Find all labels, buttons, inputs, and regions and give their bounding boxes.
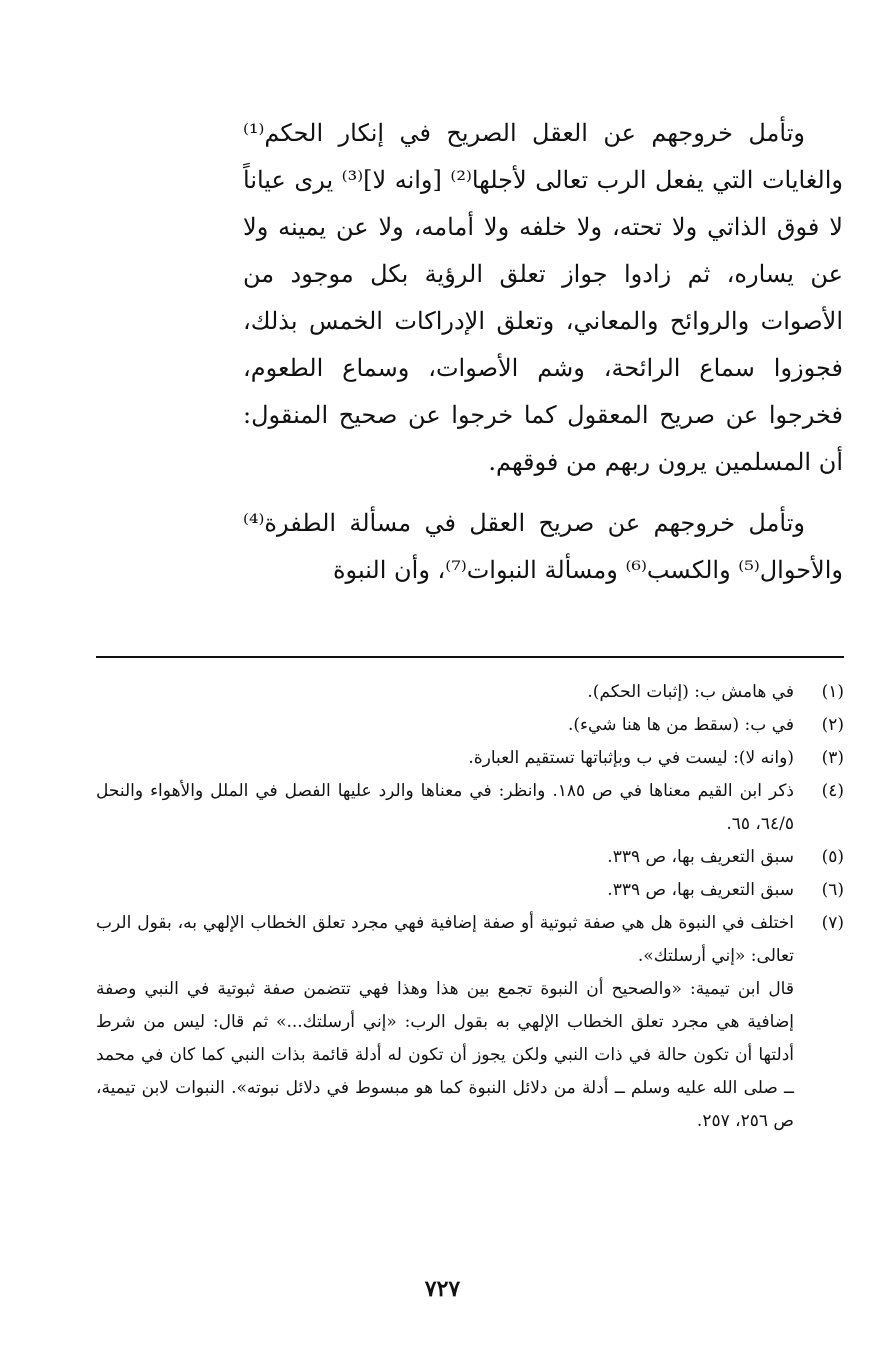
footnote-divider — [96, 656, 844, 658]
footnote-number: (٣) — [821, 748, 844, 768]
footnote-text: (وانه لا): ليست في ب وبإثباتها تستقيم العبارة. — [468, 748, 794, 768]
footnote-text: سبق التعريف بها، ص ٣٣٩. — [607, 847, 794, 867]
page-number: ٧٢٧ — [424, 1276, 461, 1302]
footnote-number: (٦) — [821, 880, 844, 900]
footnote-number: (٢) — [821, 715, 844, 735]
footnote-3 — [96, 742, 844, 775]
footnote-text: اختلف في النبوة هل هي صفة ثبوتية أو صفة إضافية فهي مجرد تعلق الخطاب الإلهي به، بقول الرب تعالى: «إني أرسلتك». — [96, 913, 794, 966]
footnote-text: في ب: (سقط من ها هنا شيء). — [568, 715, 794, 735]
footnote-4 — [96, 775, 844, 841]
footnote-6 — [96, 874, 844, 907]
footnote-text: ذكر ابن القيم معناها في ص ١٨٥. وانظر: في معناها والرد عليها الفصل في الملل والأهواء والنحل ٦٤/٥، ٦٥. — [96, 781, 795, 834]
footnote-number: (١) — [821, 682, 844, 702]
footnote-text: سبق التعريف بها، ص ٣٣٩. — [607, 880, 794, 900]
main-text — [243, 110, 843, 594]
footnote-number: (٧) — [821, 913, 844, 933]
footnote-7 — [96, 907, 844, 1138]
footnote-number: (٥) — [821, 847, 844, 867]
body-paragraph-2: وتأمل خروجهم عن صريح العقل في مسألة الطفرة⁽⁴⁾ والأحوال⁽⁵⁾ والكسب⁽⁶⁾ ومسألة النبوات⁽⁷⁾، وأن النبوة — [243, 509, 843, 584]
footnote-continuation: قال ابن تيمية: «والصحيح أن النبوة تجمع بين هذا وهذا فهي تتضمن صفة ثبوتية في النبي وصفة إضافية هي مجرد تعلق الخطاب الإلهي به بقول الرب: «إني أرسلتك...» ثم قال: ليس من شرط أدلتها أن تكون حالة في ذات النبي ولكن يجوز أن تكون له أدلة قائمة بذات النبي كما كان في محمد ــ صلى الله عليه وسلم ــ أدلة من دلائل النبوة كما هو مبسوط في دلائل نبوته». النبوات لابن تيمية، ص ٢٥٦، ٢٥٧. — [96, 979, 794, 1131]
footnote-2 — [96, 709, 844, 742]
footnotes — [96, 676, 844, 1138]
footnote-1 — [96, 676, 844, 709]
body-paragraph-1: وتأمل خروجهم عن العقل الصريح في إنكار الحكم⁽¹⁾ والغايات التي يفعل الرب تعالى لأجلها⁽²⁾ [وانه لا]⁽³⁾ يرى عياناً لا فوق الذاتي ولا تحته، ولا خلفه ولا أمامه، ولا عن يمينه ولا عن يساره، ثم زادوا جواز تعلق الرؤية بكل موجود من الأصوات والروائح والمعاني، وتعلق الإدراكات الخمس بذلك، فجوزوا سماع الرائحة، وشم الأصوات، وسماع الطعوم، فخرجوا عن صريح المعقول كما خرجوا عن صحيح المنقول: أن المسلمين يرون ربهم من فوقهم. — [243, 119, 844, 476]
footnote-number: (٤) — [821, 781, 844, 801]
footnote-text: في هامش ب: (إثبات الحكم). — [587, 682, 794, 702]
footnote-5 — [96, 841, 844, 874]
